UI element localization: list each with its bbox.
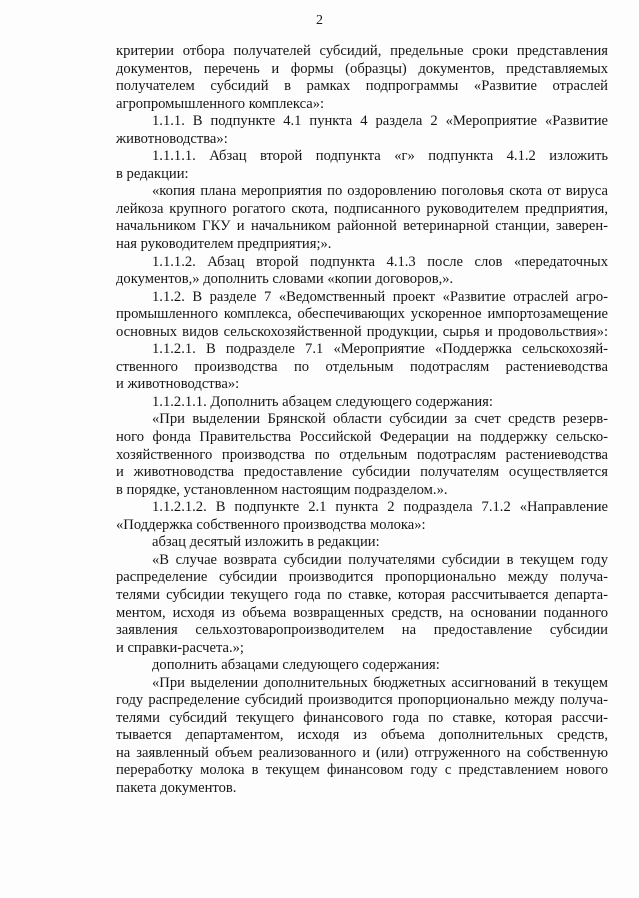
text-line: тывается департаментом, исходя из объема дополнительных средств, xyxy=(116,727,608,744)
text-line: основных видов сельскохозяйственной продукции, сырья и продовольствия»: xyxy=(116,323,608,340)
text-line: «Поддержка собственного производства молока»: xyxy=(116,516,426,533)
text-line: в редакции: xyxy=(116,165,189,182)
text-line: «В случае возврата субсидии получателями субсидии в текущем году xyxy=(152,551,608,568)
text-line: переработку молока в текущем финансовом году с представлением нового xyxy=(116,762,608,779)
text-line: «копия плана мероприятия по оздоровлению поголовья скота от вируса xyxy=(152,183,608,200)
text-line: критерии отбора получателей субсидий, предельные сроки представления xyxy=(116,43,608,59)
text-line: ного фонда Правительства Российской Федерации на поддержку сельско- xyxy=(116,429,608,446)
text-line: и справки-расчета.»; xyxy=(116,639,244,656)
text-line: 1.1.2. В разделе 7 «Ведомственный проект «Развитие отраслей агро- xyxy=(152,288,608,305)
text-line: году распределение субсидий производится пропорционально между получа- xyxy=(116,692,608,709)
text-line: получателем субсидий в рамках подпрограммы «Развитие отраслей xyxy=(116,78,608,95)
text-line: телями субсидии текущего года по ставке, которая рассчитывается департа- xyxy=(116,586,608,603)
text-line: 1.1.1. В подпункте 4.1 пункта 4 раздела 2 «Мероприятие «Развитие xyxy=(152,113,608,130)
text-line: промышленного комплекса, обеспечивающих ускоренное импортозамещение xyxy=(116,306,608,323)
text-line: распределение субсидии производится пропорционально между получа- xyxy=(116,569,608,586)
text-line: «При выделении Брянской области субсидии за счет средств резерв- xyxy=(152,411,608,428)
text-line: дополнить абзацами следующего содержания: xyxy=(152,657,440,674)
text-line: пакета документов. xyxy=(116,779,237,796)
text-line: заявления сельхозтоваропроизводителем на предоставление субсидии xyxy=(116,622,608,639)
text-line: 1.1.2.1. В подразделе 7.1 «Мероприятие «Поддержка сельскохозяй- xyxy=(152,341,608,358)
text-line: 1.1.2.1.2. В подпункте 2.1 пункта 2 подраздела 7.1.2 «Направление xyxy=(152,499,608,516)
text-line: 1.1.2.1.1. Дополнить абзацем следующего содержания: xyxy=(152,393,493,410)
text-line: лейкоза крупного рогатого скота, подписанного руководителем предприятия, xyxy=(116,200,608,217)
document-body xyxy=(116,43,608,798)
text-line: документов,» дополнить словами «копии договоров,». xyxy=(116,271,454,288)
text-line: документов, перечень и формы (образцы) документов, представляемых xyxy=(116,60,608,77)
text-line: телями субсидий текущего финансового года по ставке, которая рассчи- xyxy=(116,709,608,726)
text-line: начальником ГКУ и начальником районной ветеринарной станции, заверен- xyxy=(116,218,608,235)
text-line: животноводства»: xyxy=(116,130,228,147)
text-line: 1.1.1.1. Абзац второй подпункта «г» подпункта 4.1.2 изложить xyxy=(152,148,608,165)
text-line: на заявленный объем реализованного и (или) отгруженного на собственную xyxy=(116,744,608,761)
text-line: и животноводства»: xyxy=(116,376,240,393)
text-line: в порядке, установленном настоящим подразделом.». xyxy=(116,481,448,498)
text-line: хозяйственного производства по отдельным подотраслям растениеводства xyxy=(116,446,608,463)
text-line: и животноводства предоставление субсидии получателям осуществляется xyxy=(116,464,608,481)
text-line: абзац десятый изложить в редакции: xyxy=(152,534,380,551)
text-line: ная руководителем предприятия;». xyxy=(116,236,332,253)
text-line: ментом, исходя из объема возвращенных средств, на основании поданного xyxy=(116,604,608,621)
text-line: «При выделении дополнительных бюджетных ассигнований в текущем xyxy=(152,674,608,691)
page-number: 2 xyxy=(316,13,323,28)
text-line: ственного производства по отдельным подотраслям растениеводства xyxy=(116,358,608,375)
text-line: 1.1.1.2. Абзац второй подпункта 4.1.3 после слов «передаточных xyxy=(152,253,608,270)
text-line: агропромышленного комплекса»: xyxy=(116,95,325,112)
